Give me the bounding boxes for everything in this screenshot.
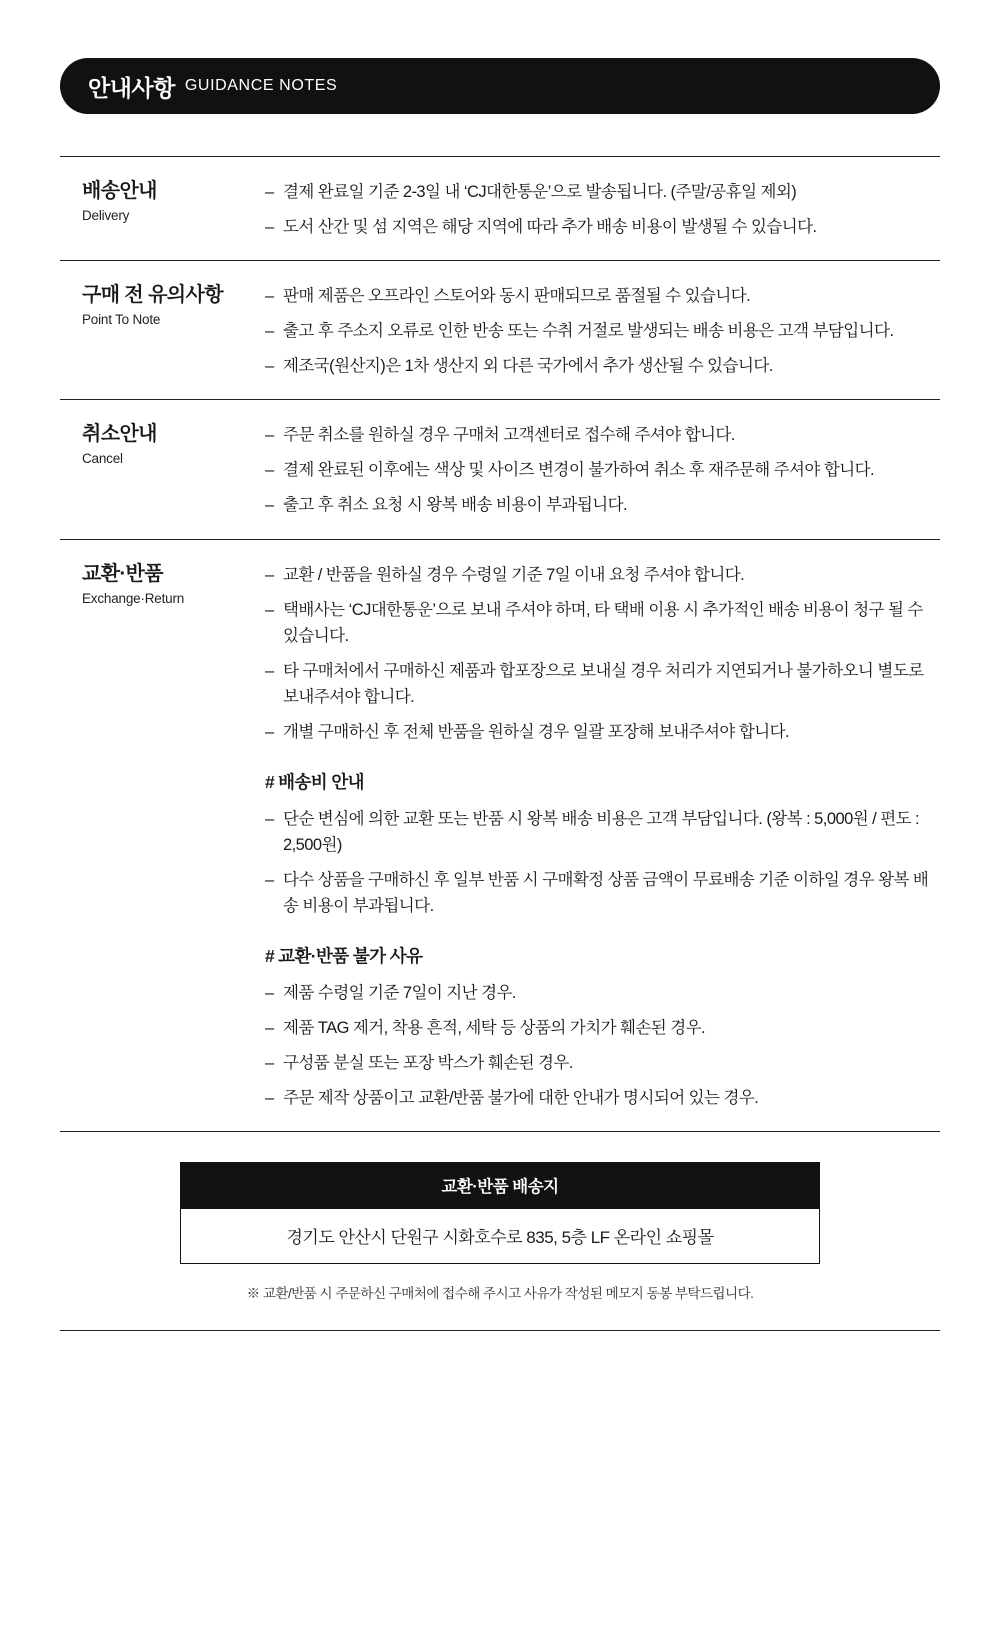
- list-item: – 출고 후 취소 요청 시 왕복 배송 비용이 부과됩니다.: [265, 492, 934, 518]
- list-item: – 결제 완료된 이후에는 색상 및 사이즈 변경이 불가하여 취소 후 재주문해 주셔야 합니다.: [265, 457, 934, 483]
- section-delivery: [60, 157, 940, 260]
- list-item: – 개별 구매하신 후 전체 반품을 원하실 경우 일괄 포장해 보내주셔야 합니다.: [265, 719, 934, 745]
- subsection-heading-text: 교환·반품 불가 사유: [278, 946, 423, 967]
- list-item: – 택배사는 ‘CJ대한통운’으로 보내 주셔야 하며, 타 택배 이용 시 추가적인 배송 비용이 청구 될 수 있습니다.: [265, 597, 934, 649]
- section-body: [265, 283, 940, 379]
- list-item: – 출고 후 주소지 오류로 인한 반송 또는 수취 거절로 발생되는 배송 비용은 고객 부담입니다.: [265, 318, 934, 344]
- list-item: – 결제 완료일 기준 2-3일 내 ‘CJ대한통운’으로 발송됩니다. (주말/공휴일 제외): [265, 179, 934, 205]
- section-body: [265, 562, 940, 1112]
- return-address-block: [180, 1162, 820, 1264]
- list-item: – 구성품 분실 또는 포장 박스가 훼손된 경우.: [265, 1050, 934, 1076]
- hash-icon: #: [265, 946, 275, 967]
- section-title-ko: 구매 전 유의사항: [82, 284, 223, 307]
- subsection-heading-text: 배송비 안내: [278, 771, 364, 792]
- list-item: – 단순 변심에 의한 교환 또는 반품 시 왕복 배송 비용은 고객 부담입니다. (왕복 : 5,000원 / 편도 : 2,500원): [265, 806, 934, 858]
- section-cancel: [60, 400, 940, 538]
- section-title-ko: 취소안내: [82, 423, 157, 446]
- section-title-ko: 배송안내: [82, 180, 157, 202]
- list-item: – 교환 / 반품을 원하실 경우 수령일 기준 7일 이내 요청 주셔야 합니다.: [265, 562, 934, 588]
- bullet-list: [265, 422, 934, 518]
- section-exchange-return: [60, 540, 940, 1132]
- banner-title-ko: 안내사항: [88, 74, 175, 101]
- banner-title-en: GUIDANCE NOTES: [184, 77, 338, 94]
- section-heading: [60, 422, 265, 518]
- list-item: – 제품 수령일 기준 7일이 지난 경우.: [265, 980, 934, 1006]
- list-item: – 제품 TAG 제거, 착용 흔적, 세탁 등 상품의 가치가 훼손된 경우.: [265, 1015, 934, 1041]
- section-heading: [60, 562, 265, 1112]
- section-title-en: Point To Note: [82, 312, 161, 328]
- return-address-title: 교환·반품 배송지: [180, 1162, 820, 1209]
- bullet-list: [265, 562, 934, 745]
- list-item: – 제조국(원산지)은 1차 생산지 외 다른 국가에서 추가 생산될 수 있습니다.: [265, 353, 934, 379]
- section-heading: [60, 283, 265, 379]
- divider: [60, 1330, 940, 1331]
- guidance-notes-page: [0, 58, 1000, 1633]
- section-point-to-note: [60, 261, 940, 399]
- list-item: – 판매 제품은 오프라인 스토어와 동시 판매되므로 품절될 수 있습니다.: [265, 283, 934, 309]
- list-item: – 도서 산간 및 섬 지역은 해당 지역에 따라 추가 배송 비용이 발생될 수 있습니다.: [265, 214, 934, 240]
- divider: [60, 1131, 940, 1132]
- section-title-en: Cancel: [82, 451, 123, 467]
- hash-icon: #: [265, 771, 275, 792]
- bullet-list: [265, 980, 934, 1111]
- list-item: – 다수 상품을 구매하신 후 일부 반품 시 구매확정 상품 금액이 무료배송 기준 이하일 경우 왕복 배송 비용이 부과됩니다.: [265, 867, 934, 919]
- section-body: [265, 422, 940, 518]
- list-item: – 주문 제작 상품이고 교환/반품 불가에 대한 안내가 명시되어 있는 경우.: [265, 1085, 934, 1111]
- bullet-list: [265, 179, 934, 240]
- subsection-heading-shipping-fee: [265, 769, 934, 794]
- bullet-list: [265, 806, 934, 919]
- subsection-heading-non-returnable: [265, 943, 934, 968]
- bullet-list: [265, 283, 934, 379]
- section-title-ko: 교환·반품: [82, 562, 163, 585]
- page-banner: [60, 58, 940, 114]
- section-title-en: Delivery: [82, 208, 130, 223]
- return-address-note: ※ 교환/반품 시 주문하신 구매처에 접수해 주시고 사유가 작성된 메모지 동봉 부탁드립니다.: [246, 1286, 754, 1302]
- section-title-en: Exchange·Return: [82, 590, 185, 606]
- list-item: – 주문 취소를 원하실 경우 구매처 고객센터로 접수해 주셔야 합니다.: [265, 422, 934, 448]
- section-heading: [60, 179, 265, 240]
- return-address-value: 경기도 안산시 단원구 시화호수로 835, 5층 LF 온라인 쇼핑몰: [180, 1209, 820, 1264]
- list-item: – 타 구매처에서 구매하신 제품과 합포장으로 보내실 경우 처리가 지연되거나 불가하오니 별도로 보내주셔야 합니다.: [265, 658, 934, 710]
- section-body: [265, 179, 940, 240]
